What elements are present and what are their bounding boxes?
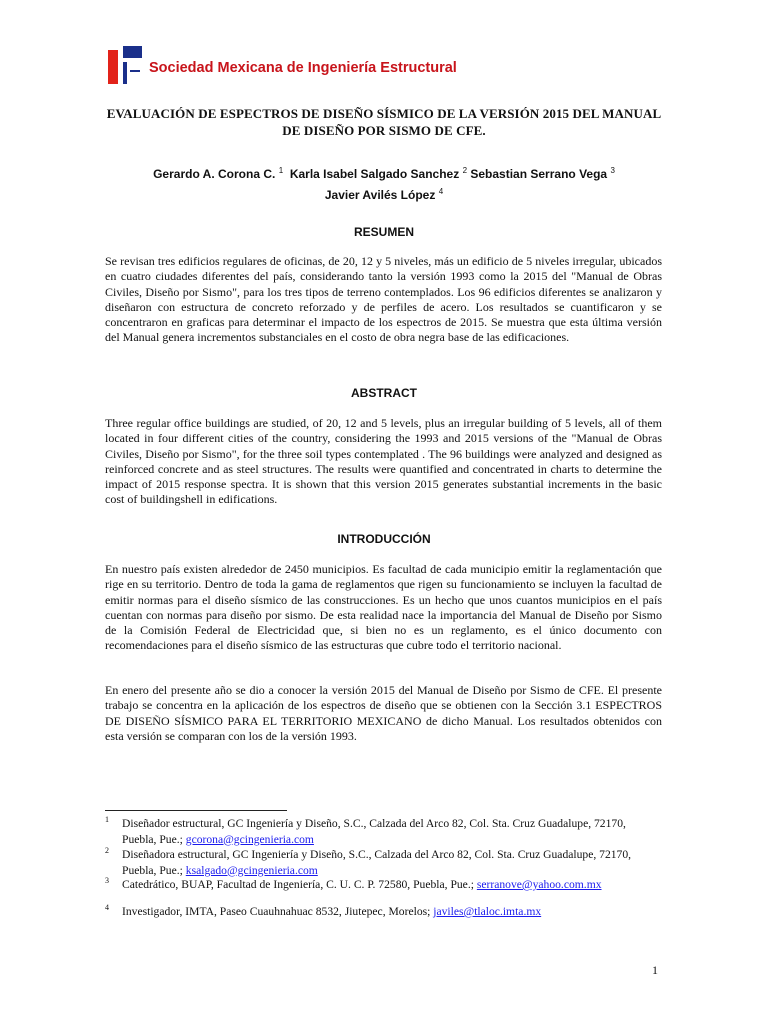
smie-logo-icon <box>108 46 142 84</box>
email-link[interactable]: javiles@tlaloc.imta.mx <box>433 905 542 918</box>
author-name: Javier Avilés López <box>324 188 436 202</box>
footnote-text: Diseñador estructural, GC Ingeniería y Diseño, S.C., Calzada del Arco 82, Col. Sta. Cruz Guadalupe, 72170, Puebla, Pue.; <box>122 817 626 846</box>
footnote-text: Catedrático, BUAP, Facultad de Ingeniería, C. U. C. P. 72580, Puebla, Pue.; <box>122 878 477 891</box>
footnote-divider <box>105 810 287 811</box>
author-mark: 3 <box>610 166 615 175</box>
author-mark: 4 <box>438 187 444 196</box>
footnote-text: Diseñadora estructural, GC Ingeniería y Diseño, S.C., Calzada del Arco 82, Col. Sta. Cruz Guadalupe, 72170, Puebla, Pue.; <box>122 848 632 877</box>
footnote-number: 2 <box>105 846 109 855</box>
footnote-3 <box>105 877 662 893</box>
page-number: 1 <box>652 963 658 977</box>
email-link[interactable]: gcorona@gcingenieria.com <box>185 832 314 846</box>
abstract-heading: ABSTRACT <box>351 386 417 400</box>
email-link[interactable]: serranove@yahoo.com.mx <box>476 878 602 891</box>
resumen-paragraph: Se revisan tres edificios regulares de oficinas, de 20, 12 y 5 niveles, más un edificio de 5 niveles irregular, ubicados en cuatro ciudades diferentes del país, considerando tanto la versión 1993 como la 2015 del "Manual de Obras Civiles, Diseño por Sismo", para los tres tipos de terreno contemplados. Los 96 edificios diferentes se analizaron y diseñaron con estructura de concreto reforzado y de perfiles de acero. Los resultados se cuantificaron y se concentraron en graficas para determinar el impacto de los espectros de 2015. Se muestra que esta última versión del Manual genera incrementos substanciales en el costo de obra negra base de las edificaciones. <box>105 254 662 345</box>
intro-paragraph-2: En enero del presente año se dio a conocer la versión 2015 del Manual de Diseño por Sismo de CFE. El presente trabajo se concentra en la aplicación de los espectros de diseño que se obtienen con la Sección 3.1 ESPECTROS DE DISEÑO SÍSMICO PARA EL TERRITORIO MEXICANO de dicho Manual. Los resultados obtenidos con esta versión se comparan con los de la versión 1993. <box>105 683 662 743</box>
footnote-4 <box>105 904 662 920</box>
footnote-1 <box>105 816 662 847</box>
footnote-text: Investigador, IMTA, Paseo Cuauhnahuac 8532, Jiutepec, Morelos; <box>122 905 434 918</box>
introduccion-heading: INTRODUCCIÓN <box>337 532 431 546</box>
footnote-number: 1 <box>105 815 109 824</box>
author-mark: 2 <box>462 166 468 175</box>
abstract-paragraph: Three regular office buildings are studied, of 20, 12 and 5 levels, plus an irregular building of 5 levels, all of them located in four different cities of the country, considering the 1993 and 2015 versions of the "Manual de Obras Civiles, Diseño por Sismo", for the three soil types contemplated . The 96 buildings were analyzed and designed as reinforced concrete and as steel structures. The results were quantified and concentrated in charts to determine the impact of 2015 response spectra. It is shown that this version 2015 generates substantial increments in the basic cost of buildingshell in edifications. <box>105 416 662 507</box>
author-mark: 1 <box>278 166 284 175</box>
author-name: Sebastian Serrano Vega <box>470 167 608 181</box>
author-name: Gerardo A. Corona C. <box>153 167 276 181</box>
author-name: Karla Isabel Salgado Sanchez <box>289 167 460 181</box>
society-logo <box>108 46 528 86</box>
author-list <box>100 162 668 204</box>
paper-title: EVALUACIÓN DE ESPECTROS DE DISEÑO SÍSMICO DE LA VERSIÓN 2015 DEL MANUAL DE DISEÑO POR SISMO DE CFE. <box>106 106 662 138</box>
society-name: Sociedad Mexicana de Ingeniería Estructural <box>149 60 457 76</box>
resumen-heading: RESUMEN <box>353 225 414 239</box>
email-link[interactable]: ksalgado@gcingenieria.com <box>185 863 318 877</box>
footnote-2 <box>105 847 662 878</box>
footnote-number: 4 <box>105 903 109 912</box>
intro-paragraph-1: En nuestro país existen alrededor de 2450 municipios. Es facultad de cada municipio emitir la reglamentación que rige en su territorio. Dentro de toda la gama de reglamentos que rigen su funcionamiento se incluyen la facultad de emitir normas para el diseño sísmico de las construcciones. Es un hecho que unos cuantos municipios en el país cuentan con normas para diseño por sismo. De esta realidad nace la importancia del Manual de Diseño por Sismo de la Comisión Federal de Electricidad que, si bien no es un reglamento, es el único documento con recomendaciones para el diseño sísmico de las estructuras que cubre todo el territorio nacional. <box>105 562 662 653</box>
footnote-number: 3 <box>105 876 109 885</box>
